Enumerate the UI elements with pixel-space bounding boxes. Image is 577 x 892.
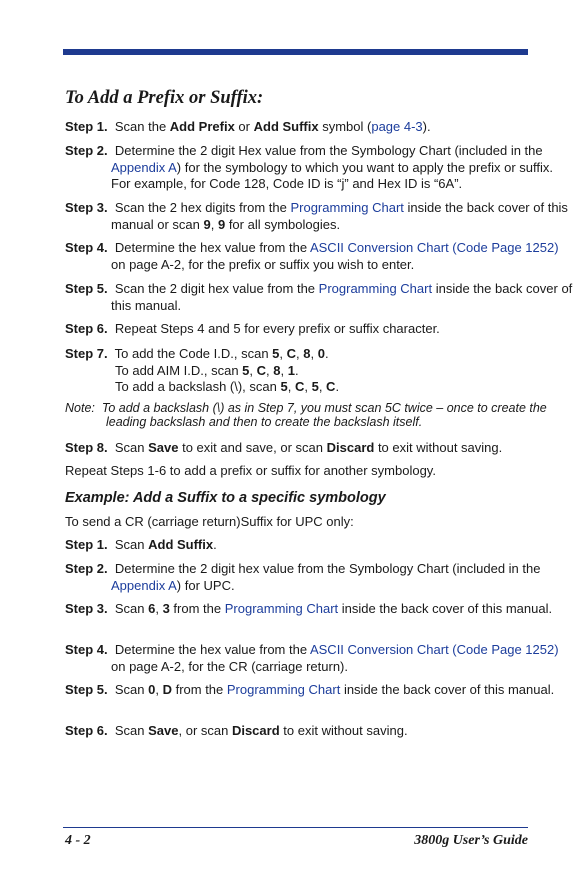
example-step-2: Step 2. Determine the 2 digit hex value from the Symbology Chart (included in the Appendix A) for UPC.	[65, 561, 541, 593]
note	[65, 401, 568, 429]
document-title: 3800g User’s Guide	[414, 833, 528, 848]
step-5: Step 5. Scan the 2 digit hex value from the Programming Chart inside the back cover of this manual.	[65, 281, 573, 313]
appendix-link[interactable]: Appendix A	[111, 159, 177, 175]
step-number: Step 3.	[65, 200, 108, 215]
step-7: Step 7. To add the Code I.D., scan 5, C, 8, 0. To add AIM I.D., scan 5, C, 8, 1. To add a backslash (\), scan 5, C, 5, C.	[65, 346, 340, 394]
step-number: Step 1.	[65, 537, 108, 552]
page-link[interactable]: page 4-3	[371, 119, 423, 134]
example-step-1: Step 1. Scan Add Suffix.	[65, 537, 217, 552]
note-label: Note:	[65, 401, 95, 415]
appendix-link[interactable]: Appendix A	[111, 577, 177, 593]
programming-chart-link[interactable]: Programming Chart	[290, 200, 404, 215]
step-number: Step 3.	[65, 601, 108, 616]
footer-rule	[63, 827, 528, 828]
example-step-3: Step 3. Scan 6, 3 from the Programming Chart inside the back cover of this manual.	[65, 601, 553, 616]
repeat-paragraph: Repeat Steps 1-6 to add a prefix or suffix for another symbology.	[65, 463, 436, 478]
step-number: Step 6.	[65, 723, 108, 738]
page-number: 4 - 2	[65, 833, 91, 848]
step-number: Step 5.	[65, 281, 108, 296]
step-6: Step 6. Repeat Steps 4 and 5 for every prefix or suffix character.	[65, 321, 440, 336]
note-text: To add a backslash (\) as in Step 7, you must scan 5C twice – once to create the leading backslash and then to create the backslash itself.	[101, 401, 547, 429]
programming-chart-link[interactable]: Programming Chart	[224, 601, 339, 616]
ascii-chart-link[interactable]: ASCII Conversion Chart (Code Page 1252)	[309, 240, 559, 255]
step-2: Step 2. Determine the 2 digit Hex value from the Symbology Chart (included in the Appendix A) for the symbology to which you want to apply the prefix or suffix. For example, for Code 128, Code ID is “j” and Hex ID is “6A”.	[65, 143, 554, 191]
step-number: Step 8.	[65, 440, 108, 455]
step-4: Step 4. Determine the hex value from the ASCII Conversion Chart (Code Page 1252) on page A-2, for the prefix or suffix you wish to enter.	[65, 240, 559, 272]
example-heading: Example: Add a Suffix to a specific symbology	[65, 490, 386, 506]
step-number: Step 4.	[65, 642, 108, 657]
step-number: Step 2.	[65, 561, 108, 576]
step-number: Step 5.	[65, 682, 108, 697]
step-3: Step 3. Scan the 2 hex digits from the Programming Chart inside the back cover of this manual or scan 9, 9 for all symbologies.	[65, 200, 568, 232]
page-heading: To Add a Prefix or Suffix:	[65, 88, 264, 108]
step-8: Step 8. Scan Save to exit and save, or scan Discard to exit without saving.	[65, 440, 503, 455]
step-number: Step 4.	[65, 240, 108, 255]
step-number: Step 6.	[65, 321, 108, 336]
step-number: Step 2.	[65, 143, 108, 158]
example-step-6: Step 6. Scan Save, or scan Discard to exit without saving.	[65, 723, 408, 738]
example-step-5: Step 5. Scan 0, D from the Programming Chart inside the back cover of this manual.	[65, 682, 555, 697]
example-intro: To send a CR (carriage return)Suffix for UPC only:	[65, 514, 354, 529]
programming-chart-link[interactable]: Programming Chart	[318, 281, 433, 296]
step-number: Step 7.	[65, 346, 108, 361]
step-number: Step 1.	[65, 119, 108, 134]
example-step-4: Step 4. Determine the hex value from the ASCII Conversion Chart (Code Page 1252) on page A-2, for the CR (carriage return).	[65, 642, 559, 674]
programming-chart-link[interactable]: Programming Chart	[226, 682, 341, 697]
ascii-chart-link[interactable]: ASCII Conversion Chart (Code Page 1252)	[309, 642, 559, 657]
step-1: Step 1. Scan the Add Prefix or Add Suffix symbol (page 4-3).	[65, 119, 431, 134]
header-rule	[63, 49, 528, 55]
